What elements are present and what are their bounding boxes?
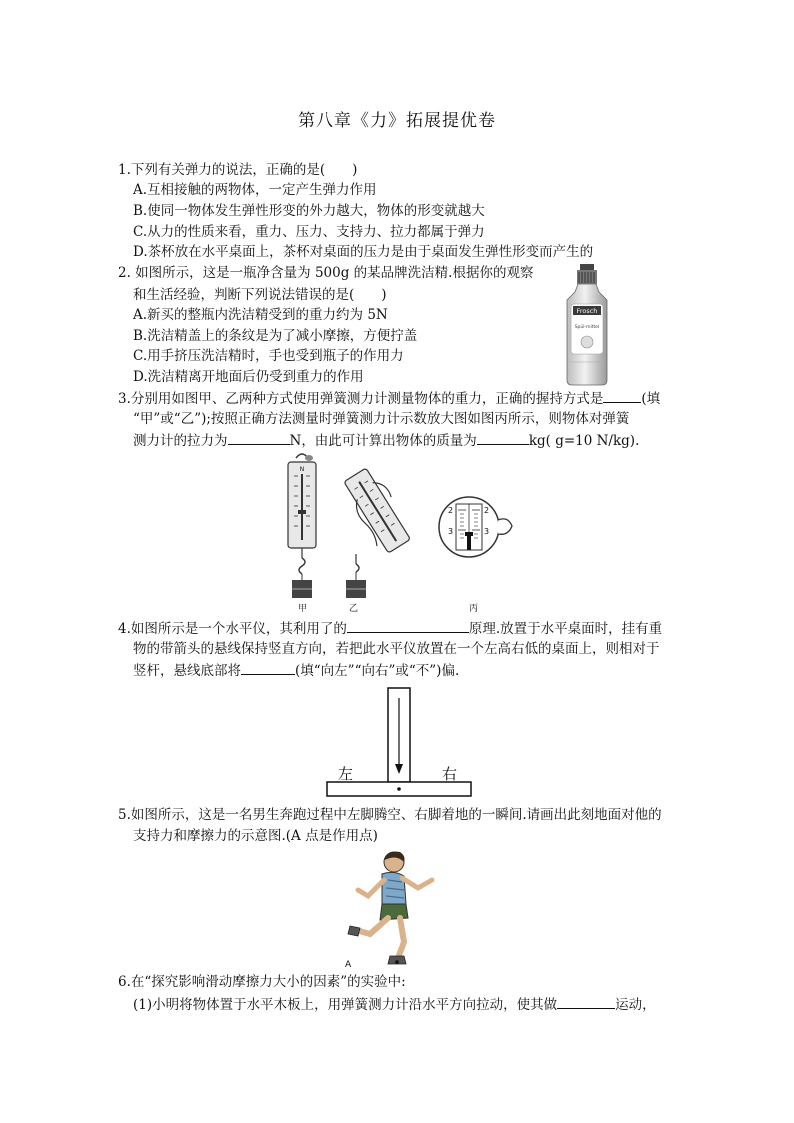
- figure-caption-jia: 甲: [298, 604, 308, 614]
- point-a-label: A: [345, 960, 352, 970]
- q6-line2-text-a: (1)小明将物体置于水平木板上，用弹簧测力计沿水平方向拉动，使其做: [133, 997, 558, 1013]
- q4-line2: 物的带箭头的悬线保持竖直方向，若把此水平仪放置在一个左高右低的桌面上，则相对于: [133, 641, 660, 657]
- page-title: 第八章《力》拓展提优卷: [298, 111, 496, 131]
- q2-stem-line1: 2. 如图所示，这是一瓶净含量为 500g 的某品牌洗洁精.根据你的观察: [118, 265, 534, 281]
- q2-option-d: D.洗洁精离开地面后仍受到重力的作用: [133, 369, 364, 385]
- dial-label-3-left: 3: [448, 527, 454, 536]
- q3-line3: [133, 430, 639, 451]
- scale-unit-label: N: [299, 466, 305, 473]
- level-left-label: 左: [338, 765, 354, 783]
- dial-label-3-right: 3: [484, 527, 490, 536]
- figure-caption-bing: 丙: [469, 604, 479, 614]
- q5-line1: 5.如图所示，这是一名男生奔跑过程中左脚腾空、右脚着地的一瞬间.请画出此刻地面对他的: [118, 807, 662, 823]
- q3-line3-text-b: N，由此可计算出物体的质量为: [289, 433, 477, 449]
- magnified-dial-image: [436, 494, 518, 560]
- detergent-bottle-image: [562, 262, 612, 387]
- q3-line3-text-a: 测力计的拉力为: [133, 433, 228, 449]
- q4-line3-text-b: (填“向左”“向右”或“不”)偏.: [295, 663, 460, 679]
- q3-blank-force[interactable]: [228, 430, 290, 445]
- bottle-brand-text: Frosch: [576, 307, 598, 315]
- q5-line2: 支持力和摩擦力的示意图.(A 点是作用点): [133, 828, 378, 844]
- q6-line2: [133, 994, 656, 1015]
- q4-line3: [133, 660, 459, 681]
- q2-option-a: A.新买的整瓶内洗洁精受到的重力约为 5N: [133, 307, 388, 323]
- q4-line1: [118, 618, 662, 639]
- q2-stem-line2: 和生活经验，判断下列说法错误的是( ): [133, 287, 387, 303]
- spring-scale-yi-image: [338, 470, 418, 602]
- q1-option-d: D.茶杯放在水平桌面上，茶杯对桌面的压力是由于桌面发生弹性形变而产生的: [133, 244, 594, 260]
- dial-label-2-left: 2: [448, 506, 454, 515]
- q1-stem: 1.下列有关弹力的说法，正确的是( ): [118, 162, 358, 178]
- q1-option-c: C.从力的性质来看，重力、压力、支持力、拉力都属于弹力: [133, 224, 485, 240]
- q1-option-b: B.使同一物体发生弹性形变的外力越大，物体的形变就越大: [133, 203, 485, 219]
- level-instrument-image: [326, 686, 472, 798]
- q1-option-a: A.互相接触的两物体，一定产生弹力作用: [133, 182, 377, 198]
- level-right-label: 右: [442, 765, 458, 783]
- bottle-label-text: Spül-mittel: [574, 325, 600, 330]
- q3-line1-text: 3.分别用如图甲、乙两种方式使用弹簧测力计测量物体的重力，正确的握持方式是: [118, 391, 604, 407]
- q3-line2: “甲”或“乙”);按照正确方法测量时弹簧测力计示数放大图如图丙所示，则物体对弹簧: [133, 411, 630, 427]
- q4-blank-principle[interactable]: [347, 618, 469, 633]
- q3-line1: [118, 388, 660, 409]
- q2-option-c: C.用手挤压洗洁精时，手也受到瓶子的作用力: [133, 348, 404, 364]
- q4-line3-text-a: 竖杆，悬线底部将: [133, 663, 241, 679]
- q3-blank-mass[interactable]: [477, 430, 529, 445]
- q3-line1-end: (填: [641, 391, 661, 407]
- q6-blank-motion[interactable]: [557, 994, 615, 1009]
- spring-scale-jia-image: [282, 452, 322, 602]
- q4-blank-direction[interactable]: [241, 660, 295, 675]
- dial-label-2-right: 2: [484, 506, 490, 515]
- q4-line1-text-a: 4.如图所示是一个水平仪，其利用了的: [118, 621, 347, 637]
- q3-line3-text-c: kg( g=10 N/kg).: [528, 433, 640, 449]
- q6-line2-text-b: 运动，: [615, 997, 656, 1013]
- q2-option-b: B.洗洁精盖上的条纹是为了减小摩擦，方便拧盖: [133, 328, 418, 344]
- figure-caption-yi: 乙: [349, 604, 359, 614]
- q3-blank-method[interactable]: [603, 388, 641, 403]
- running-boy-image: [340, 848, 440, 970]
- q6-line1: 6.在“探究影响滑动摩擦力大小的因素”的实验中:: [118, 974, 406, 990]
- q4-line1-text-b: 原理.放置于水平桌面时，挂有重: [468, 621, 663, 637]
